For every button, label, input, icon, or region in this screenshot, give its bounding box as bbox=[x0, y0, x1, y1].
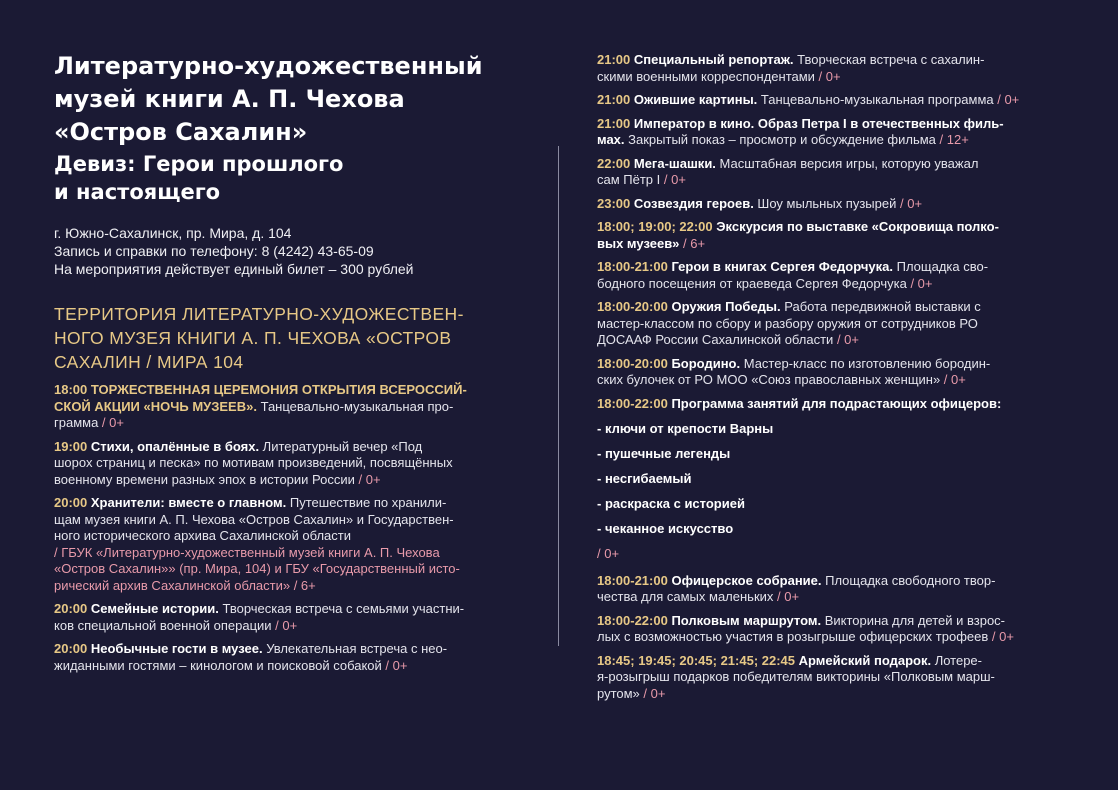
event-name: Ожившие картины. bbox=[633, 92, 758, 107]
event-time: 18:00-22:00 bbox=[597, 612, 668, 628]
event-name: Хранители: вместе о главном. bbox=[90, 495, 287, 510]
event-organizer: рический архив Сахалинской области» bbox=[54, 577, 291, 593]
age-badge: / 6+ bbox=[290, 577, 316, 593]
phone: Запись и справки по телефону: 8 (4242) 43-65-09 bbox=[54, 243, 374, 259]
event-opening bbox=[54, 382, 522, 432]
event-desc: военному времени разных эпох в истории России bbox=[54, 471, 355, 487]
event-desc: Масштабная версия игры, которую уважал bbox=[715, 155, 979, 171]
title-line: Литературно-художественный bbox=[54, 52, 483, 80]
event-desc: шорох страниц и песка» по мотивам произведений, посвящённых bbox=[54, 455, 453, 470]
event-keepers bbox=[54, 495, 522, 594]
age-badge: / 0+ bbox=[906, 275, 933, 291]
event-excursion bbox=[597, 219, 1067, 252]
age-badge: / 0+ bbox=[940, 372, 966, 387]
motto-line: и настоящего bbox=[54, 180, 221, 204]
event-time: 18:00; 19:00; 22:00 bbox=[597, 219, 713, 234]
event-desc: Работа передвижной выставки с bbox=[780, 299, 981, 314]
contact-info bbox=[54, 224, 534, 278]
event-weapons bbox=[597, 299, 1067, 349]
event-organizer: / ГБУК «Литературно-художественный музей книги А. П. Чехова bbox=[54, 544, 440, 560]
event-desc: ного исторического архива Сахалинской области bbox=[54, 528, 351, 543]
event-name: Программа занятий для подрастающих офицеров: bbox=[671, 395, 1002, 411]
event-desc: Площадка свободного твор- bbox=[821, 572, 996, 588]
event-desc: ских булочек от РО МОО «Союз православных женщин» bbox=[597, 372, 941, 387]
event-name: Оружия Победы. bbox=[671, 299, 781, 314]
ticket-info: На мероприятия действует единый билет – 300 рублей bbox=[54, 261, 414, 277]
event-time: 20:00 bbox=[54, 601, 88, 616]
age-badge: / 0+ bbox=[98, 415, 124, 430]
event-fedorchuk bbox=[597, 259, 1067, 292]
event-desc: чества для самых маленьких bbox=[597, 589, 774, 604]
event-officers-program bbox=[597, 396, 1067, 413]
event-title: СКОЙ АКЦИИ «НОЧЬ МУЗЕЕВ». bbox=[54, 398, 257, 414]
event-time: 20:00 bbox=[54, 495, 88, 510]
event-desc: Закрытый показ – просмотр и обсуждение фильма bbox=[624, 132, 936, 147]
event-time: 19:00 bbox=[54, 438, 88, 454]
event-name: Созвездия героев. bbox=[633, 195, 754, 211]
age-badge: / 0+ bbox=[639, 685, 666, 701]
event-desc: бодного посещения от краеведа Сергея Федорчука bbox=[597, 275, 907, 291]
event-time: 18:00-20:00 bbox=[597, 355, 668, 371]
event-name: Семейные истории. bbox=[90, 601, 219, 616]
age-badge: / 0+ bbox=[988, 629, 1014, 644]
right-schedule bbox=[597, 52, 1067, 709]
age-badge: / 0+ bbox=[773, 589, 800, 604]
event-desc: ков специальной военной операции bbox=[54, 617, 272, 633]
event-poems bbox=[54, 439, 522, 489]
event-paintings bbox=[597, 92, 1067, 109]
event-borodino bbox=[597, 356, 1067, 389]
event-title: 18:00 ТОРЖЕСТВЕННАЯ ЦЕРЕМОНИЯ ОТКРЫТИЯ ВСЕРОССИЙ- bbox=[54, 382, 467, 397]
program-item: - несгибаемый bbox=[597, 471, 692, 486]
event-desc: скими военными корреспондентами bbox=[597, 68, 815, 84]
event-time: 18:00-21:00 bbox=[597, 259, 668, 274]
event-name: Император в кино. Образ Петра I в отечественных филь- bbox=[633, 115, 1004, 131]
event-checkers bbox=[597, 156, 1067, 189]
event-time: 18:45; 19:45; 20:45; 21:45; 22:45 bbox=[597, 652, 796, 668]
event-desc: грамма bbox=[54, 415, 99, 430]
event-time: 18:00-22:00 bbox=[597, 395, 668, 411]
event-desc: Площадка сво- bbox=[892, 259, 989, 274]
event-organizer: «Остров Сахалин»» (пр. Мира, 104) и ГБУ «Государственный исто- bbox=[54, 561, 460, 576]
event-time: 18:00-21:00 bbox=[597, 572, 668, 588]
event-name: Полковым маршрутом. bbox=[671, 612, 822, 628]
event-lottery bbox=[597, 653, 1067, 703]
age-badge: / 0+ bbox=[993, 92, 1020, 107]
event-time: 21:00 bbox=[597, 115, 631, 131]
event-time: 18:00-20:00 bbox=[597, 299, 668, 314]
event-desc: лых с возможностью участия в розыгрыше офицерских трофеев bbox=[597, 629, 989, 644]
event-desc: сам Пётр I bbox=[597, 172, 661, 187]
event-family bbox=[54, 601, 522, 634]
event-emperor bbox=[597, 116, 1067, 149]
territory-line: ТЕРРИТОРИЯ ЛИТЕРАТУРНО-ХУДОЖЕСТВЕН- bbox=[54, 304, 464, 324]
age-badge: / 6+ bbox=[679, 235, 706, 251]
event-desc: Танцевально-музыкальная про- bbox=[256, 398, 454, 414]
event-name: Армейский подарок. bbox=[798, 652, 932, 668]
event-name: Офицерское собрание. bbox=[671, 572, 822, 588]
event-desc: жиданными гостями – кинологом и поисковой собакой bbox=[54, 657, 382, 673]
age-badge: / 0+ bbox=[896, 195, 923, 211]
event-desc: мастер-классом по сбору и разбору оружия от сотрудников РО bbox=[597, 315, 978, 331]
age-badge: / 0+ bbox=[833, 332, 859, 347]
event-name: Герои в книгах Сергея Федорчука. bbox=[671, 259, 893, 274]
event-name: Специальный репортаж. bbox=[633, 52, 794, 67]
event-time: 21:00 bbox=[597, 92, 631, 107]
event-desc: Танцевально-музыкальная программа bbox=[757, 92, 994, 107]
event-desc: Шоу мыльных пузырей bbox=[753, 195, 897, 211]
museum-title bbox=[54, 50, 534, 149]
address: г. Южно-Сахалинск, пр. Мира, д. 104 bbox=[54, 225, 292, 241]
program-item: - пушечные легенды bbox=[597, 446, 731, 461]
event-report bbox=[597, 52, 1067, 85]
event-desc: Лотере- bbox=[931, 652, 982, 668]
event-desc: Творческая встреча с сахалин- bbox=[793, 52, 985, 67]
event-name: вых музеев» bbox=[597, 235, 680, 251]
event-name: Стихи, опалённые в боях. bbox=[90, 438, 260, 454]
event-desc: я-розыгрыш подарков победителям викторины «Полковым марш- bbox=[597, 669, 995, 684]
event-desc: рутом» bbox=[597, 685, 640, 701]
title-line: музей книги А. П. Чехова bbox=[54, 85, 405, 113]
event-name: Необычные гости в музее. bbox=[90, 641, 263, 656]
event-desc: Творческая встреча с семьями участни- bbox=[218, 601, 465, 616]
event-desc: Увлекательная встреча с нео- bbox=[262, 641, 448, 656]
column-divider bbox=[558, 146, 559, 646]
territory-heading bbox=[54, 302, 524, 374]
event-bubbles bbox=[597, 196, 1067, 213]
event-officers-meeting bbox=[597, 573, 1067, 606]
event-desc: Мастер-класс по изготовлению бородин- bbox=[740, 355, 991, 371]
program-item: - ключи от крепости Варны bbox=[597, 421, 774, 436]
territory-line: САХАЛИН / МИРА 104 bbox=[54, 352, 244, 372]
event-time: 23:00 bbox=[597, 195, 631, 211]
motto-line: Девиз: Герои прошлого bbox=[54, 152, 344, 176]
age-badge: / 0+ bbox=[597, 546, 620, 561]
event-name: Бородино. bbox=[671, 355, 741, 371]
age-badge: / 12+ bbox=[935, 132, 969, 147]
age-badge: / 0+ bbox=[660, 172, 686, 187]
territory-line: НОГО МУЗЕЯ КНИГИ А. П. ЧЕХОВА «ОСТРОВ bbox=[54, 328, 452, 348]
age-badge: / 0+ bbox=[381, 657, 408, 673]
age-badge: / 0+ bbox=[354, 471, 381, 487]
age-badge: / 0+ bbox=[814, 68, 841, 84]
program-item: - раскраска с историей bbox=[597, 496, 745, 511]
event-desc: ДОСААФ России Сахалинской области bbox=[597, 332, 834, 347]
event-time: 20:00 bbox=[54, 641, 88, 656]
event-desc: Литературный вечер «Под bbox=[259, 438, 423, 454]
left-schedule bbox=[54, 382, 522, 681]
motto bbox=[54, 150, 534, 206]
event-name: Мега-шашки. bbox=[633, 155, 716, 171]
age-badge: / 0+ bbox=[271, 617, 298, 633]
event-desc: щам музея книги А. П. Чехова «Остров Сахалин» и Государствен- bbox=[54, 511, 454, 527]
event-quiz bbox=[597, 613, 1067, 646]
event-name: Экскурсия по выставке «Сокровища полко- bbox=[716, 219, 999, 234]
title-line: «Остров Сахалин» bbox=[54, 118, 308, 146]
event-name: мах. bbox=[597, 132, 625, 147]
event-desc: Викторина для детей и взрос- bbox=[821, 612, 1006, 628]
event-guests bbox=[54, 641, 522, 674]
event-desc: Путешествие по хранили- bbox=[286, 495, 447, 510]
event-time: 21:00 bbox=[597, 52, 631, 67]
event-time: 22:00 bbox=[597, 155, 631, 171]
program-item: - чеканное искусство bbox=[597, 521, 734, 536]
